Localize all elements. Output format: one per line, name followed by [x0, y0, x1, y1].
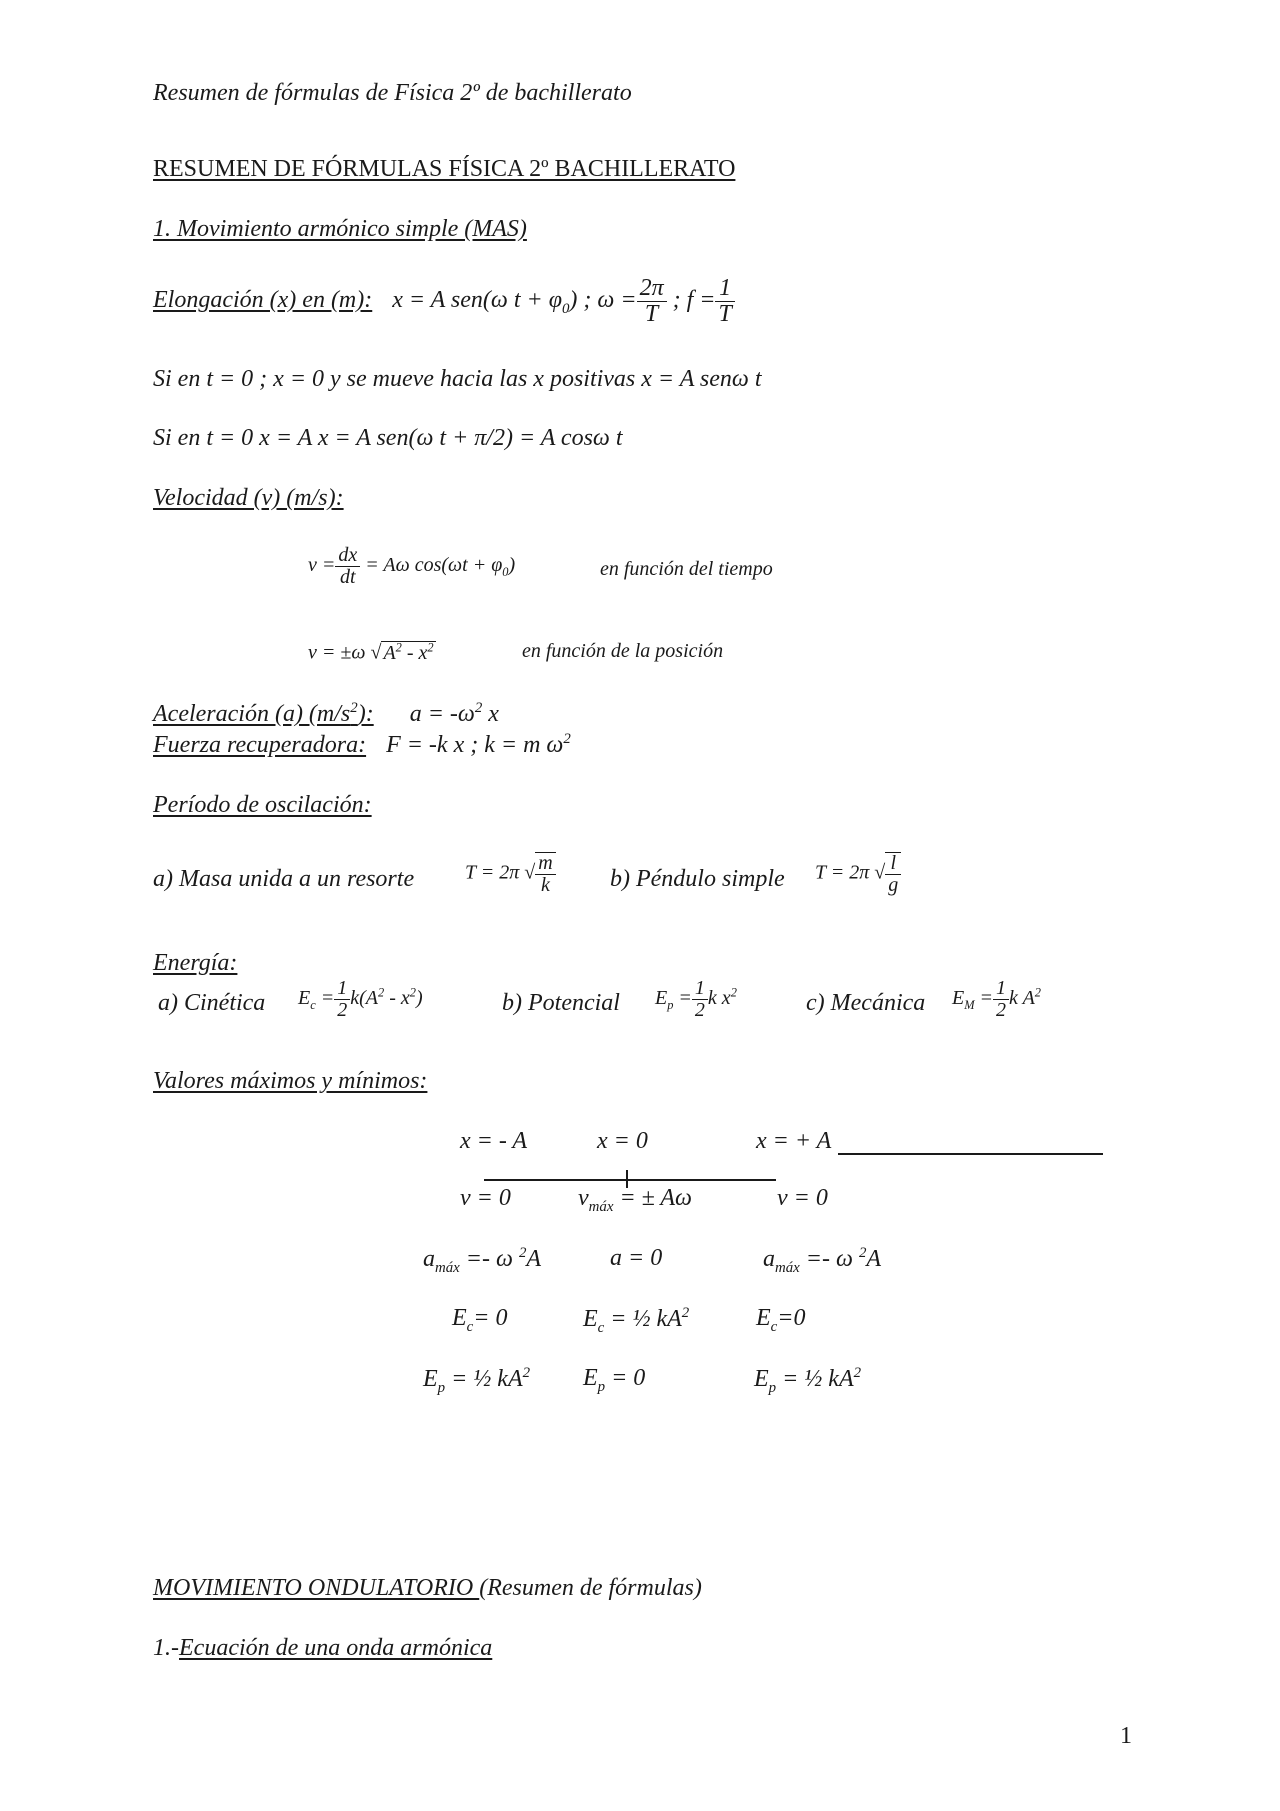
section-heading-mas: 1. Movimiento armónico simple (MAS): [153, 216, 527, 242]
pos-plus-a: x = + A: [756, 1128, 832, 1154]
velocidad-tiempo-formula: v = $\frac{dx}{dt}$ = Aω $\cos(\omega t + \varphi_0)$: [308, 544, 516, 588]
aceleracion-line: [153, 700, 499, 728]
trailing-underline: [838, 1153, 1103, 1155]
elongacion-label: Elongación (x) en (m):: [153, 287, 373, 314]
aceleracion-label: Aceleración (a) $(m/s^2)$:: [153, 700, 374, 727]
case-xA: Si en t = 0 x = A x = A sen(ω t + π/2) = A cosω t: [153, 425, 623, 451]
energia-cinetica-text: a) Cinética: [158, 990, 266, 1016]
fuerza-label: Fuerza recuperadora:: [153, 732, 367, 758]
fuerza-formula: F = -k x ; k = m $\omega^2$: [386, 731, 571, 758]
energia-mecanica-text: c) Mecánica: [806, 990, 926, 1016]
vel-center: $v_{máx}$ = ± Aω: [578, 1185, 692, 1215]
fuerza-line: [153, 731, 571, 759]
periodo-pendulo-text: b) Péndulo simple: [610, 866, 785, 892]
energia-label: Energía:: [153, 950, 238, 976]
section-heading-ondulatorio: [153, 1575, 702, 1602]
acc-right: $a_{máx} =- \omega$ $^2$A: [763, 1245, 882, 1276]
ondulatorio-heading-rest: (Resumen de fórmulas): [479, 1575, 702, 1601]
velocidad-label: Velocidad (v) (m/s):: [153, 485, 344, 511]
subsection-prefix: 1.-: [153, 1635, 179, 1661]
pos-zero: x = 0: [597, 1128, 648, 1154]
aceleracion-formula: $a = -\omega^2$ x: [409, 700, 499, 727]
vel-left: v = 0: [460, 1185, 511, 1211]
periodo-resorte-formula: T = 2π √ $\frac{m}{k}$: [465, 852, 556, 896]
vel-right: v = 0: [777, 1185, 828, 1211]
ondulatorio-heading-underlined: MOVIMIENTO ONDULATORIO: [153, 1575, 480, 1601]
running-header: Resumen de fórmulas de Física 2º de bachillerato: [153, 80, 632, 106]
energia-potencial-text: b) Potencial: [502, 990, 620, 1016]
page-title: RESUMEN DE FÓRMULAS FÍSICA 2º BACHILLERATO: [153, 156, 736, 182]
acc-center: a = 0: [610, 1245, 663, 1271]
ep-center: $E_p = 0$: [583, 1365, 646, 1395]
periodo-label: Período de oscilación:: [153, 792, 372, 818]
energia-cinetica-formula: $E_c$ = $\frac{1}{2}$ $k(A^2 - x^2)$: [298, 977, 423, 1021]
page-number: 1: [1120, 1723, 1132, 1749]
periodo-pendulo-formula: T = 2π √ $\frac{l}{g}$: [815, 852, 901, 896]
velocidad-posicion-text: en función de la posición: [522, 640, 724, 662]
ec-right: $E_c=0$: [756, 1305, 806, 1335]
ec-center: $E_c$ = ½ $kA^2$: [583, 1305, 690, 1336]
subsection-onda-armonica: [153, 1635, 492, 1662]
energia-mecanica-formula: $E_M$ = $\frac{1}{2}$ k $A^2$: [952, 977, 1041, 1021]
ec-left: $E_c= 0$: [452, 1305, 508, 1335]
ep-right: $E_p$ = ½ $kA^2$: [754, 1365, 862, 1396]
velocidad-posicion-formula: v = ±ω √ $A^2 - x^2$: [308, 640, 434, 664]
elongacion-formula: x = A sen(ω $t + \varphi_0$) ; ω = $\frac{2\pi}{T}$ ; f = $\frac{1}{T}$: [392, 287, 735, 313]
velocidad-tiempo-text: en función del tiempo: [600, 558, 773, 580]
pos-minus-a: x = - A: [460, 1128, 528, 1154]
axis-line: [484, 1179, 776, 1181]
energia-potencial-formula: $E_p$ = $\frac{1}{2}$ k $x^2$: [655, 977, 737, 1021]
case-x0: Si en t = 0 ; x = 0 y se mueve hacia las x positivas x = A senω t: [153, 366, 762, 392]
acc-left: $a_{máx} =- \omega$ $^2$A: [423, 1245, 542, 1276]
elongacion-line: [153, 276, 735, 327]
valores-label: Valores máximos y mínimos:: [153, 1068, 428, 1094]
periodo-resorte-text: a) Masa unida a un resorte: [153, 866, 415, 892]
subsection-title: Ecuación de una onda armónica: [179, 1635, 493, 1661]
ep-left: $E_p$ = ½ $kA^2$: [423, 1365, 531, 1396]
